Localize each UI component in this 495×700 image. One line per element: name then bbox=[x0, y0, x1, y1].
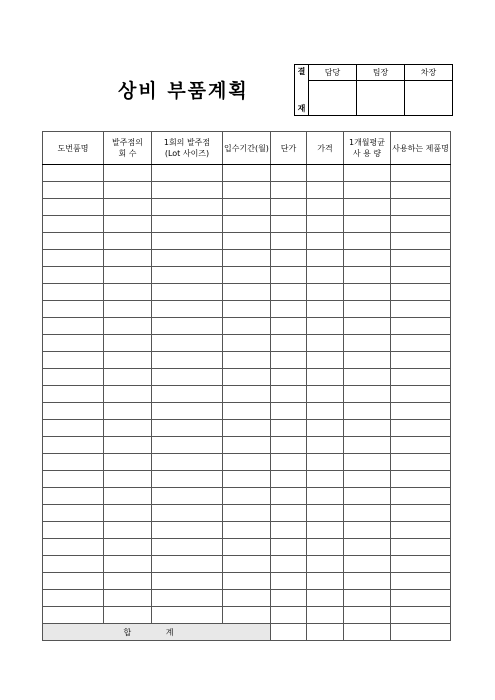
table-cell[interactable] bbox=[391, 318, 451, 335]
table-cell[interactable] bbox=[344, 182, 391, 199]
table-cell[interactable] bbox=[391, 505, 451, 522]
table-cell[interactable] bbox=[307, 267, 344, 284]
column-header bbox=[104, 132, 152, 165]
table-cell[interactable] bbox=[223, 488, 271, 505]
table-cell[interactable] bbox=[43, 454, 104, 471]
column-header bbox=[271, 132, 307, 165]
table-cell[interactable] bbox=[307, 522, 344, 539]
table-cell[interactable] bbox=[307, 199, 344, 216]
table-cell[interactable] bbox=[307, 403, 344, 420]
table-cell[interactable] bbox=[344, 590, 391, 607]
table-cell[interactable] bbox=[391, 216, 451, 233]
table-cell[interactable] bbox=[271, 539, 307, 556]
table-cell[interactable] bbox=[307, 488, 344, 505]
table-cell[interactable] bbox=[271, 386, 307, 403]
table-cell[interactable] bbox=[271, 607, 307, 624]
table-cell[interactable] bbox=[391, 165, 451, 182]
table-cell[interactable] bbox=[307, 437, 344, 454]
table-cell[interactable] bbox=[43, 335, 104, 352]
total-cell[interactable] bbox=[271, 624, 307, 641]
table-cell[interactable] bbox=[152, 386, 223, 403]
table-cell[interactable] bbox=[152, 267, 223, 284]
table-cell[interactable] bbox=[223, 199, 271, 216]
column-header-line: 1개월평균 bbox=[348, 138, 385, 147]
table-cell[interactable] bbox=[223, 250, 271, 267]
table-row bbox=[43, 369, 451, 386]
total-row bbox=[43, 624, 451, 641]
table-cell[interactable] bbox=[152, 607, 223, 624]
table-cell[interactable] bbox=[152, 420, 223, 437]
table-cell[interactable] bbox=[391, 590, 451, 607]
table-cell[interactable] bbox=[152, 284, 223, 301]
table-row bbox=[43, 573, 451, 590]
table-cell[interactable] bbox=[152, 505, 223, 522]
table-cell[interactable] bbox=[344, 369, 391, 386]
table-cell[interactable] bbox=[271, 352, 307, 369]
table-row bbox=[43, 505, 451, 522]
table-cell[interactable] bbox=[344, 454, 391, 471]
table-cell[interactable] bbox=[271, 267, 307, 284]
table-cell[interactable] bbox=[307, 556, 344, 573]
table-cell[interactable] bbox=[271, 335, 307, 352]
table-cell[interactable] bbox=[43, 522, 104, 539]
table-cell[interactable] bbox=[43, 437, 104, 454]
table-cell[interactable] bbox=[152, 369, 223, 386]
table-cell[interactable] bbox=[104, 267, 152, 284]
table-cell[interactable] bbox=[43, 199, 104, 216]
table-cell[interactable] bbox=[344, 250, 391, 267]
table-cell[interactable] bbox=[344, 318, 391, 335]
table-cell[interactable] bbox=[43, 505, 104, 522]
column-header-line: 가격 bbox=[317, 143, 333, 153]
parts-plan-table bbox=[42, 131, 451, 641]
table-cell[interactable] bbox=[344, 522, 391, 539]
table-cell[interactable] bbox=[104, 539, 152, 556]
approval-side-bottom: 재 bbox=[297, 104, 306, 113]
table-cell[interactable] bbox=[271, 403, 307, 420]
table-cell[interactable] bbox=[307, 590, 344, 607]
table-cell[interactable] bbox=[307, 301, 344, 318]
table-row bbox=[43, 403, 451, 420]
table-cell[interactable] bbox=[307, 182, 344, 199]
table-cell[interactable] bbox=[223, 573, 271, 590]
table-cell[interactable] bbox=[104, 199, 152, 216]
table-cell[interactable] bbox=[152, 454, 223, 471]
table-row bbox=[43, 607, 451, 624]
table-cell[interactable] bbox=[307, 335, 344, 352]
column-header-line: 사용하는 제품명 bbox=[392, 143, 449, 153]
table-cell[interactable] bbox=[223, 505, 271, 522]
table-cell[interactable] bbox=[104, 471, 152, 488]
table-cell[interactable] bbox=[43, 420, 104, 437]
column-header bbox=[152, 132, 223, 165]
table-row bbox=[43, 284, 451, 301]
table-cell[interactable] bbox=[152, 539, 223, 556]
table-row bbox=[43, 556, 451, 573]
table-cell[interactable] bbox=[152, 199, 223, 216]
column-header-line: 단가 bbox=[280, 143, 297, 153]
table-cell[interactable] bbox=[43, 284, 104, 301]
approval-col-damdang: 담당 bbox=[309, 65, 357, 81]
table-cell[interactable] bbox=[104, 420, 152, 437]
table-cell[interactable] bbox=[152, 301, 223, 318]
table-cell[interactable] bbox=[104, 573, 152, 590]
table-cell[interactable] bbox=[344, 335, 391, 352]
table-cell[interactable] bbox=[391, 250, 451, 267]
table-cell[interactable] bbox=[271, 301, 307, 318]
table-cell[interactable] bbox=[223, 522, 271, 539]
table-cell[interactable] bbox=[223, 267, 271, 284]
table-cell[interactable] bbox=[307, 352, 344, 369]
table-cell[interactable] bbox=[307, 386, 344, 403]
table-row bbox=[43, 165, 451, 182]
total-cell[interactable] bbox=[307, 624, 344, 641]
table-cell[interactable] bbox=[104, 182, 152, 199]
table-cell[interactable] bbox=[223, 301, 271, 318]
table-cell[interactable] bbox=[223, 284, 271, 301]
table-cell[interactable] bbox=[391, 437, 451, 454]
approval-col-chajang: 차장 bbox=[405, 65, 453, 81]
table-cell[interactable] bbox=[104, 454, 152, 471]
table-cell[interactable] bbox=[391, 335, 451, 352]
table-cell[interactable] bbox=[152, 335, 223, 352]
table-cell[interactable] bbox=[43, 488, 104, 505]
table-cell[interactable] bbox=[344, 437, 391, 454]
column-header-line: 발주점의 bbox=[112, 138, 143, 147]
table-cell[interactable] bbox=[104, 607, 152, 624]
table-cell[interactable] bbox=[391, 182, 451, 199]
table-cell[interactable] bbox=[223, 216, 271, 233]
table-cell[interactable] bbox=[344, 471, 391, 488]
table-cell[interactable] bbox=[152, 233, 223, 250]
table-cell[interactable] bbox=[271, 471, 307, 488]
table-cell[interactable] bbox=[43, 539, 104, 556]
table-row bbox=[43, 301, 451, 318]
table-cell[interactable] bbox=[307, 420, 344, 437]
table-cell[interactable] bbox=[391, 199, 451, 216]
table-cell[interactable] bbox=[43, 216, 104, 233]
table-cell[interactable] bbox=[271, 505, 307, 522]
table-cell[interactable] bbox=[43, 182, 104, 199]
table-cell[interactable] bbox=[223, 318, 271, 335]
table-row bbox=[43, 250, 451, 267]
table-row bbox=[43, 488, 451, 505]
table-cell[interactable] bbox=[271, 590, 307, 607]
approval-side-top: 결 bbox=[297, 67, 306, 76]
table-cell[interactable] bbox=[271, 318, 307, 335]
table-cell[interactable] bbox=[307, 539, 344, 556]
table-cell[interactable] bbox=[43, 369, 104, 386]
table-cell[interactable] bbox=[307, 454, 344, 471]
column-header-line: 사 용 량 bbox=[352, 149, 382, 158]
total-cell[interactable] bbox=[344, 624, 391, 641]
table-cell[interactable] bbox=[344, 233, 391, 250]
table-cell[interactable] bbox=[104, 556, 152, 573]
table-cell[interactable] bbox=[104, 369, 152, 386]
table-cell[interactable] bbox=[223, 590, 271, 607]
table-cell[interactable] bbox=[344, 284, 391, 301]
table-row bbox=[43, 182, 451, 199]
column-header-line: 1회의 발주점 bbox=[163, 138, 211, 147]
table-cell[interactable] bbox=[104, 505, 152, 522]
table-cell[interactable] bbox=[391, 352, 451, 369]
table-cell[interactable] bbox=[344, 539, 391, 556]
table-cell[interactable] bbox=[104, 335, 152, 352]
approval-side-label bbox=[295, 65, 309, 116]
table-cell[interactable] bbox=[104, 403, 152, 420]
table-cell[interactable] bbox=[344, 403, 391, 420]
table-cell[interactable] bbox=[344, 386, 391, 403]
table-cell[interactable] bbox=[391, 420, 451, 437]
table-cell[interactable] bbox=[152, 165, 223, 182]
column-header-line: (Lot 사이즈) bbox=[164, 149, 210, 158]
approval-sign-damdang[interactable] bbox=[309, 81, 357, 116]
column-header bbox=[391, 132, 451, 165]
table-cell[interactable] bbox=[43, 233, 104, 250]
table-cell[interactable] bbox=[152, 250, 223, 267]
table-row bbox=[43, 522, 451, 539]
table-cell[interactable] bbox=[104, 250, 152, 267]
table-cell[interactable] bbox=[43, 301, 104, 318]
table-cell[interactable] bbox=[104, 386, 152, 403]
table-cell[interactable] bbox=[43, 352, 104, 369]
table-cell[interactable] bbox=[344, 556, 391, 573]
table-cell[interactable] bbox=[43, 250, 104, 267]
table-cell[interactable] bbox=[307, 607, 344, 624]
table-cell[interactable] bbox=[104, 216, 152, 233]
table-cell[interactable] bbox=[223, 556, 271, 573]
table-cell[interactable] bbox=[223, 386, 271, 403]
table-cell[interactable] bbox=[43, 607, 104, 624]
table-cell[interactable] bbox=[271, 420, 307, 437]
table-cell[interactable] bbox=[104, 165, 152, 182]
table-cell[interactable] bbox=[344, 505, 391, 522]
table-cell[interactable] bbox=[391, 488, 451, 505]
table-cell[interactable] bbox=[271, 284, 307, 301]
table-row bbox=[43, 471, 451, 488]
table-row bbox=[43, 267, 451, 284]
table-cell[interactable] bbox=[271, 556, 307, 573]
table-cell[interactable] bbox=[152, 216, 223, 233]
table-cell[interactable] bbox=[391, 267, 451, 284]
table-cell[interactable] bbox=[43, 573, 104, 590]
table-row bbox=[43, 216, 451, 233]
table-cell[interactable] bbox=[271, 165, 307, 182]
table-cell[interactable] bbox=[152, 488, 223, 505]
table-row bbox=[43, 539, 451, 556]
table-cell[interactable] bbox=[307, 216, 344, 233]
table-cell[interactable] bbox=[271, 182, 307, 199]
table-row bbox=[43, 454, 451, 471]
table-cell[interactable] bbox=[43, 386, 104, 403]
table-cell[interactable] bbox=[307, 284, 344, 301]
table-cell[interactable] bbox=[152, 182, 223, 199]
table-cell[interactable] bbox=[223, 165, 271, 182]
column-header-line: 회 수 bbox=[118, 149, 137, 158]
table-cell[interactable] bbox=[391, 233, 451, 250]
column-header bbox=[43, 132, 104, 165]
table-cell[interactable] bbox=[104, 233, 152, 250]
table-cell[interactable] bbox=[391, 284, 451, 301]
table-cell[interactable] bbox=[271, 250, 307, 267]
table-cell[interactable] bbox=[223, 539, 271, 556]
table-cell[interactable] bbox=[152, 522, 223, 539]
header-row bbox=[43, 132, 451, 165]
table-cell[interactable] bbox=[152, 471, 223, 488]
table-cell[interactable] bbox=[271, 233, 307, 250]
table-cell[interactable] bbox=[391, 403, 451, 420]
table-cell[interactable] bbox=[391, 556, 451, 573]
table-cell[interactable] bbox=[152, 573, 223, 590]
approval-col-timjang: 팀장 bbox=[357, 65, 405, 81]
table-cell[interactable] bbox=[307, 233, 344, 250]
table-cell[interactable] bbox=[391, 386, 451, 403]
table-row bbox=[43, 318, 451, 335]
column-header-line: 도번품명 bbox=[57, 143, 89, 153]
table-cell[interactable] bbox=[43, 471, 104, 488]
table-row bbox=[43, 420, 451, 437]
table-cell[interactable] bbox=[391, 471, 451, 488]
table-cell[interactable] bbox=[104, 488, 152, 505]
table-cell[interactable] bbox=[307, 165, 344, 182]
table-cell[interactable] bbox=[307, 471, 344, 488]
table-cell[interactable] bbox=[43, 556, 104, 573]
table-cell[interactable] bbox=[344, 488, 391, 505]
table-row bbox=[43, 590, 451, 607]
table-cell[interactable] bbox=[271, 522, 307, 539]
table-row bbox=[43, 199, 451, 216]
table-cell[interactable] bbox=[344, 199, 391, 216]
table-row bbox=[43, 352, 451, 369]
table-cell[interactable] bbox=[43, 318, 104, 335]
table-cell[interactable] bbox=[223, 607, 271, 624]
table-cell[interactable] bbox=[152, 352, 223, 369]
table-cell[interactable] bbox=[152, 556, 223, 573]
table-cell[interactable] bbox=[391, 573, 451, 590]
table-row bbox=[43, 386, 451, 403]
table-cell[interactable] bbox=[152, 590, 223, 607]
table-cell[interactable] bbox=[104, 590, 152, 607]
table-cell[interactable] bbox=[271, 199, 307, 216]
approval-sign-chajang[interactable] bbox=[405, 81, 453, 116]
table-cell[interactable] bbox=[307, 505, 344, 522]
table-cell[interactable] bbox=[271, 573, 307, 590]
table-cell[interactable] bbox=[271, 369, 307, 386]
table-cell[interactable] bbox=[344, 420, 391, 437]
table-cell[interactable] bbox=[223, 437, 271, 454]
table-cell[interactable] bbox=[391, 301, 451, 318]
table-cell[interactable] bbox=[152, 318, 223, 335]
table-cell[interactable] bbox=[223, 233, 271, 250]
table-cell[interactable] bbox=[223, 182, 271, 199]
total-cell[interactable] bbox=[391, 624, 451, 641]
table-cell[interactable] bbox=[271, 454, 307, 471]
table-cell[interactable] bbox=[344, 165, 391, 182]
table-cell[interactable] bbox=[104, 352, 152, 369]
table-row bbox=[43, 437, 451, 454]
table-cell[interactable] bbox=[104, 318, 152, 335]
column-header bbox=[223, 132, 271, 165]
total-label: 합 계 bbox=[43, 624, 271, 641]
table-cell[interactable] bbox=[223, 352, 271, 369]
table-cell[interactable] bbox=[152, 403, 223, 420]
page-title: 상비 부품계획 bbox=[118, 80, 249, 102]
table-cell[interactable] bbox=[104, 301, 152, 318]
table-cell[interactable] bbox=[271, 437, 307, 454]
table-row bbox=[43, 335, 451, 352]
table-cell[interactable] bbox=[223, 471, 271, 488]
table-cell[interactable] bbox=[391, 539, 451, 556]
column-header bbox=[344, 132, 391, 165]
table-cell[interactable] bbox=[307, 250, 344, 267]
table-cell[interactable] bbox=[391, 522, 451, 539]
table-cell[interactable] bbox=[271, 488, 307, 505]
table-cell[interactable] bbox=[391, 454, 451, 471]
table-cell[interactable] bbox=[104, 522, 152, 539]
table-cell[interactable] bbox=[43, 590, 104, 607]
table-cell[interactable] bbox=[344, 573, 391, 590]
table-cell[interactable] bbox=[223, 454, 271, 471]
table-cell[interactable] bbox=[391, 369, 451, 386]
table-cell[interactable] bbox=[152, 437, 223, 454]
table-cell[interactable] bbox=[223, 403, 271, 420]
table-cell[interactable] bbox=[344, 352, 391, 369]
table-cell[interactable] bbox=[104, 437, 152, 454]
table-cell[interactable] bbox=[344, 607, 391, 624]
table-cell[interactable] bbox=[307, 573, 344, 590]
table-cell[interactable] bbox=[391, 607, 451, 624]
table-cell[interactable] bbox=[344, 301, 391, 318]
table-row bbox=[43, 233, 451, 250]
column-header bbox=[307, 132, 344, 165]
table-cell[interactable] bbox=[223, 369, 271, 386]
table-cell[interactable] bbox=[43, 165, 104, 182]
table-cell[interactable] bbox=[307, 318, 344, 335]
table-cell[interactable] bbox=[104, 284, 152, 301]
approval-box bbox=[294, 64, 453, 116]
table-cell[interactable] bbox=[43, 267, 104, 284]
table-cell[interactable] bbox=[307, 369, 344, 386]
table-cell[interactable] bbox=[43, 403, 104, 420]
table-cell[interactable] bbox=[223, 335, 271, 352]
table-cell[interactable] bbox=[344, 267, 391, 284]
column-header-line: 입수기간(월) bbox=[224, 143, 269, 153]
table-cell[interactable] bbox=[344, 216, 391, 233]
table-cell[interactable] bbox=[223, 420, 271, 437]
table-cell[interactable] bbox=[271, 216, 307, 233]
approval-sign-timjang[interactable] bbox=[357, 81, 405, 116]
